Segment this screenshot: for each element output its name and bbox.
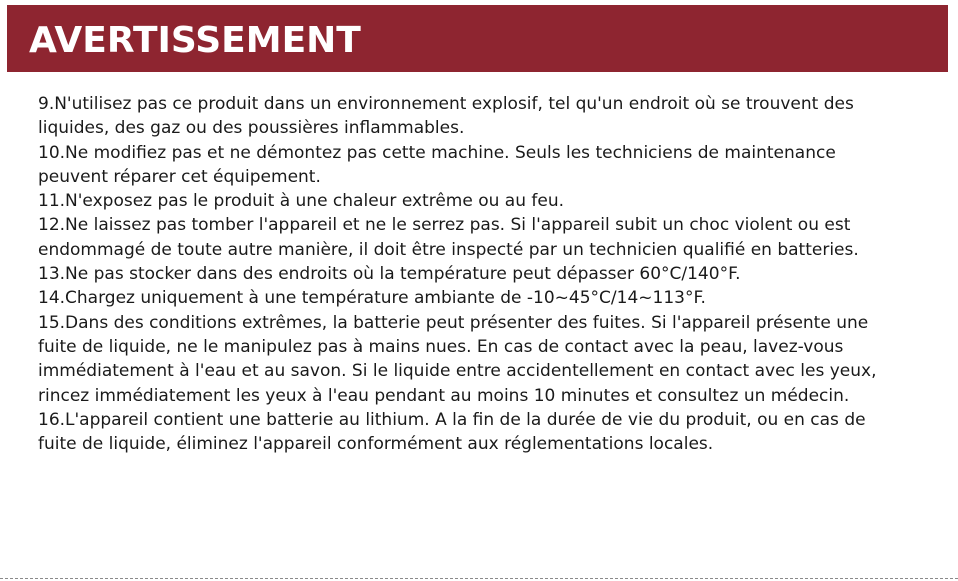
bottom-dashed-rule xyxy=(0,578,958,579)
text-line: 9.N'utilisez pas ce produit dans un environnement explosif, tel qu'un endroit où se trouvent des xyxy=(38,94,854,114)
text-line: 15.Dans des conditions extrêmes, la batterie peut présenter des fuites. Si l'appareil présente une xyxy=(38,312,869,333)
text-line: fuite de liquide, éliminez l'appareil conformément aux réglementations locales. xyxy=(38,434,714,455)
text-line: immédiatement à l'eau et au savon. Si le liquide entre accidentellement en contact avec les yeux, xyxy=(38,361,877,382)
text-line: fuite de liquide, ne le manipulez pas à mains nues. En cas de contact avec la peau, lavez-vous xyxy=(38,336,844,357)
text-line: 12.Ne laissez pas tomber l'appareil et ne le serrez pas. Si l'appareil subit un choc violent ou est xyxy=(38,215,851,236)
text-line: rincez immédiatement les yeux à l'eau pendant au moins 10 minutes et consultez un médecin. xyxy=(38,385,850,406)
text-line: endommagé de toute autre manière, il doit être inspecté par un technicien qualifié en batteries. xyxy=(38,239,859,260)
text-line: 10.Ne modifiez pas et ne démontez pas cette machine. Seuls les techniciens de maintenance xyxy=(38,142,836,163)
text-line: liquides, des gaz ou des poussières inflammables. xyxy=(38,118,465,139)
text-line: 11.N'exposez pas le produit à une chaleur extrême ou au feu. xyxy=(38,191,565,212)
banner-title: AVERTISSEMENT xyxy=(29,20,361,61)
text-line: 13.Ne pas stocker dans des endroits où la température peut dépasser 60°C/140°F. xyxy=(38,264,741,285)
warning-banner xyxy=(7,5,948,72)
text-line: 14.Chargez uniquement à une température ambiante de -10~45°C/14~113°F. xyxy=(38,288,706,309)
text-line: peuvent réparer cet équipement. xyxy=(38,166,321,187)
text-line: 16.L'appareil contient une batterie au lithium. A la fin de la durée de vie du produit, ou en cas de xyxy=(38,409,866,430)
warning-text xyxy=(38,92,928,456)
